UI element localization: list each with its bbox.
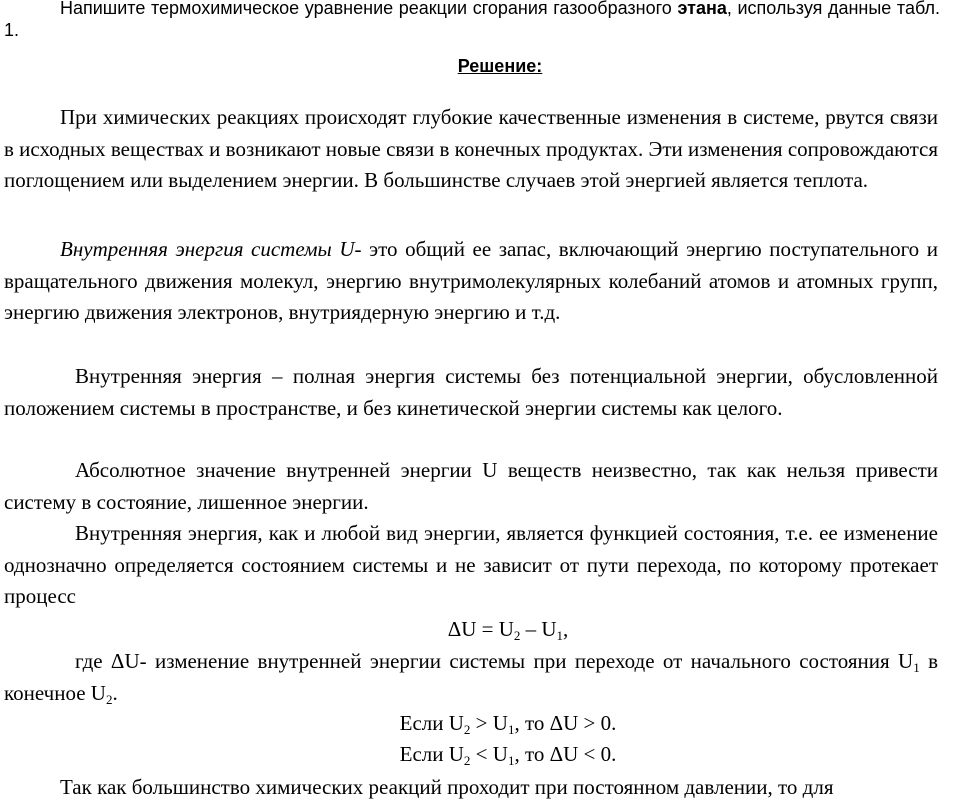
condition-part: , то ΔU < 0. [514, 742, 617, 766]
task-text [4, 0, 940, 41]
subscript: 1 [507, 753, 515, 768]
paragraph-constant-pressure: Так как большинство химических реакций проходит при постоянном давлении, то для [60, 775, 834, 799]
condition-part: Если U [399, 742, 464, 766]
subscript: 2 [463, 753, 471, 768]
term-internal-energy: Внутренняя энергия системы U- [60, 237, 362, 261]
text-part: где ΔU- изменение внутренней энергии системы при переходе от начального состояния U [75, 649, 914, 673]
condition-part: > U [470, 711, 508, 735]
formula-part: , [563, 617, 569, 641]
task-text-part2: , используя данные табл. 1. [4, 0, 940, 40]
paragraph-absolute-value: Абсолютное значение внутренней энергии U веществ неизвестно, так как нельзя привести систему в состояние, лишенное энергии. [4, 458, 938, 514]
condition-part: , то ΔU > 0. [514, 711, 617, 735]
text-part: в конечное U [4, 649, 938, 705]
task-bold-substance: этана [677, 0, 727, 18]
condition-positive [0, 708, 955, 740]
paragraph-state-function: Внутренняя энергия, как и любой вид энергии, является функцией состояния, т.е. ее изменение однозначно определяется состоянием системы и не зависит от пути перехода, по которому протекает процесс [4, 521, 938, 608]
formula-delta-u [0, 614, 955, 646]
paragraph-chemical-reactions: При химических реакциях происходят глубокие качественные изменения в системе, рвутся связи в исходных веществах и возникают новые связи в конечных продуктах. Эти изменения сопровождаются поглощением или выделением энергии. В большинстве случаев этой энергией является теплота. [4, 105, 938, 192]
subscript: 1 [556, 628, 564, 643]
task-text-part1: Напишите термохимическое уравнение реакции сгорания газообразного [60, 0, 678, 18]
subscript: 2 [463, 722, 471, 737]
paragraph-where-delta-u [4, 646, 938, 709]
paragraph-full-energy: Внутренняя энергия – полная энергия системы без потенциальной энергии, обусловленной положением системы в пространстве, и без кинетической энергии системы как целого. [4, 364, 938, 420]
task-statement [4, 0, 940, 41]
formula-part: ΔU = U [447, 617, 514, 641]
formula-part: – U [520, 617, 557, 641]
condition-part: < U [470, 742, 508, 766]
condition-negative [0, 739, 955, 771]
paragraph-internal-energy-text: это общий ее запас, включающий энергию поступательного и вращательного движения молекул, энергию внутримолекулярных колебаний атомов и атомных групп, энергию движения электронов, внутриядерную энергию и т.д. [4, 237, 938, 324]
subscript: 2 [105, 691, 113, 707]
subscript: 2 [513, 628, 521, 643]
paragraph-internal-energy-definition [4, 234, 938, 329]
solution-heading: Решение: [457, 56, 543, 76]
subscript: 1 [913, 660, 920, 675]
condition-part: Если U [399, 711, 464, 735]
text-part: . [112, 680, 118, 705]
subscript: 1 [507, 722, 515, 737]
